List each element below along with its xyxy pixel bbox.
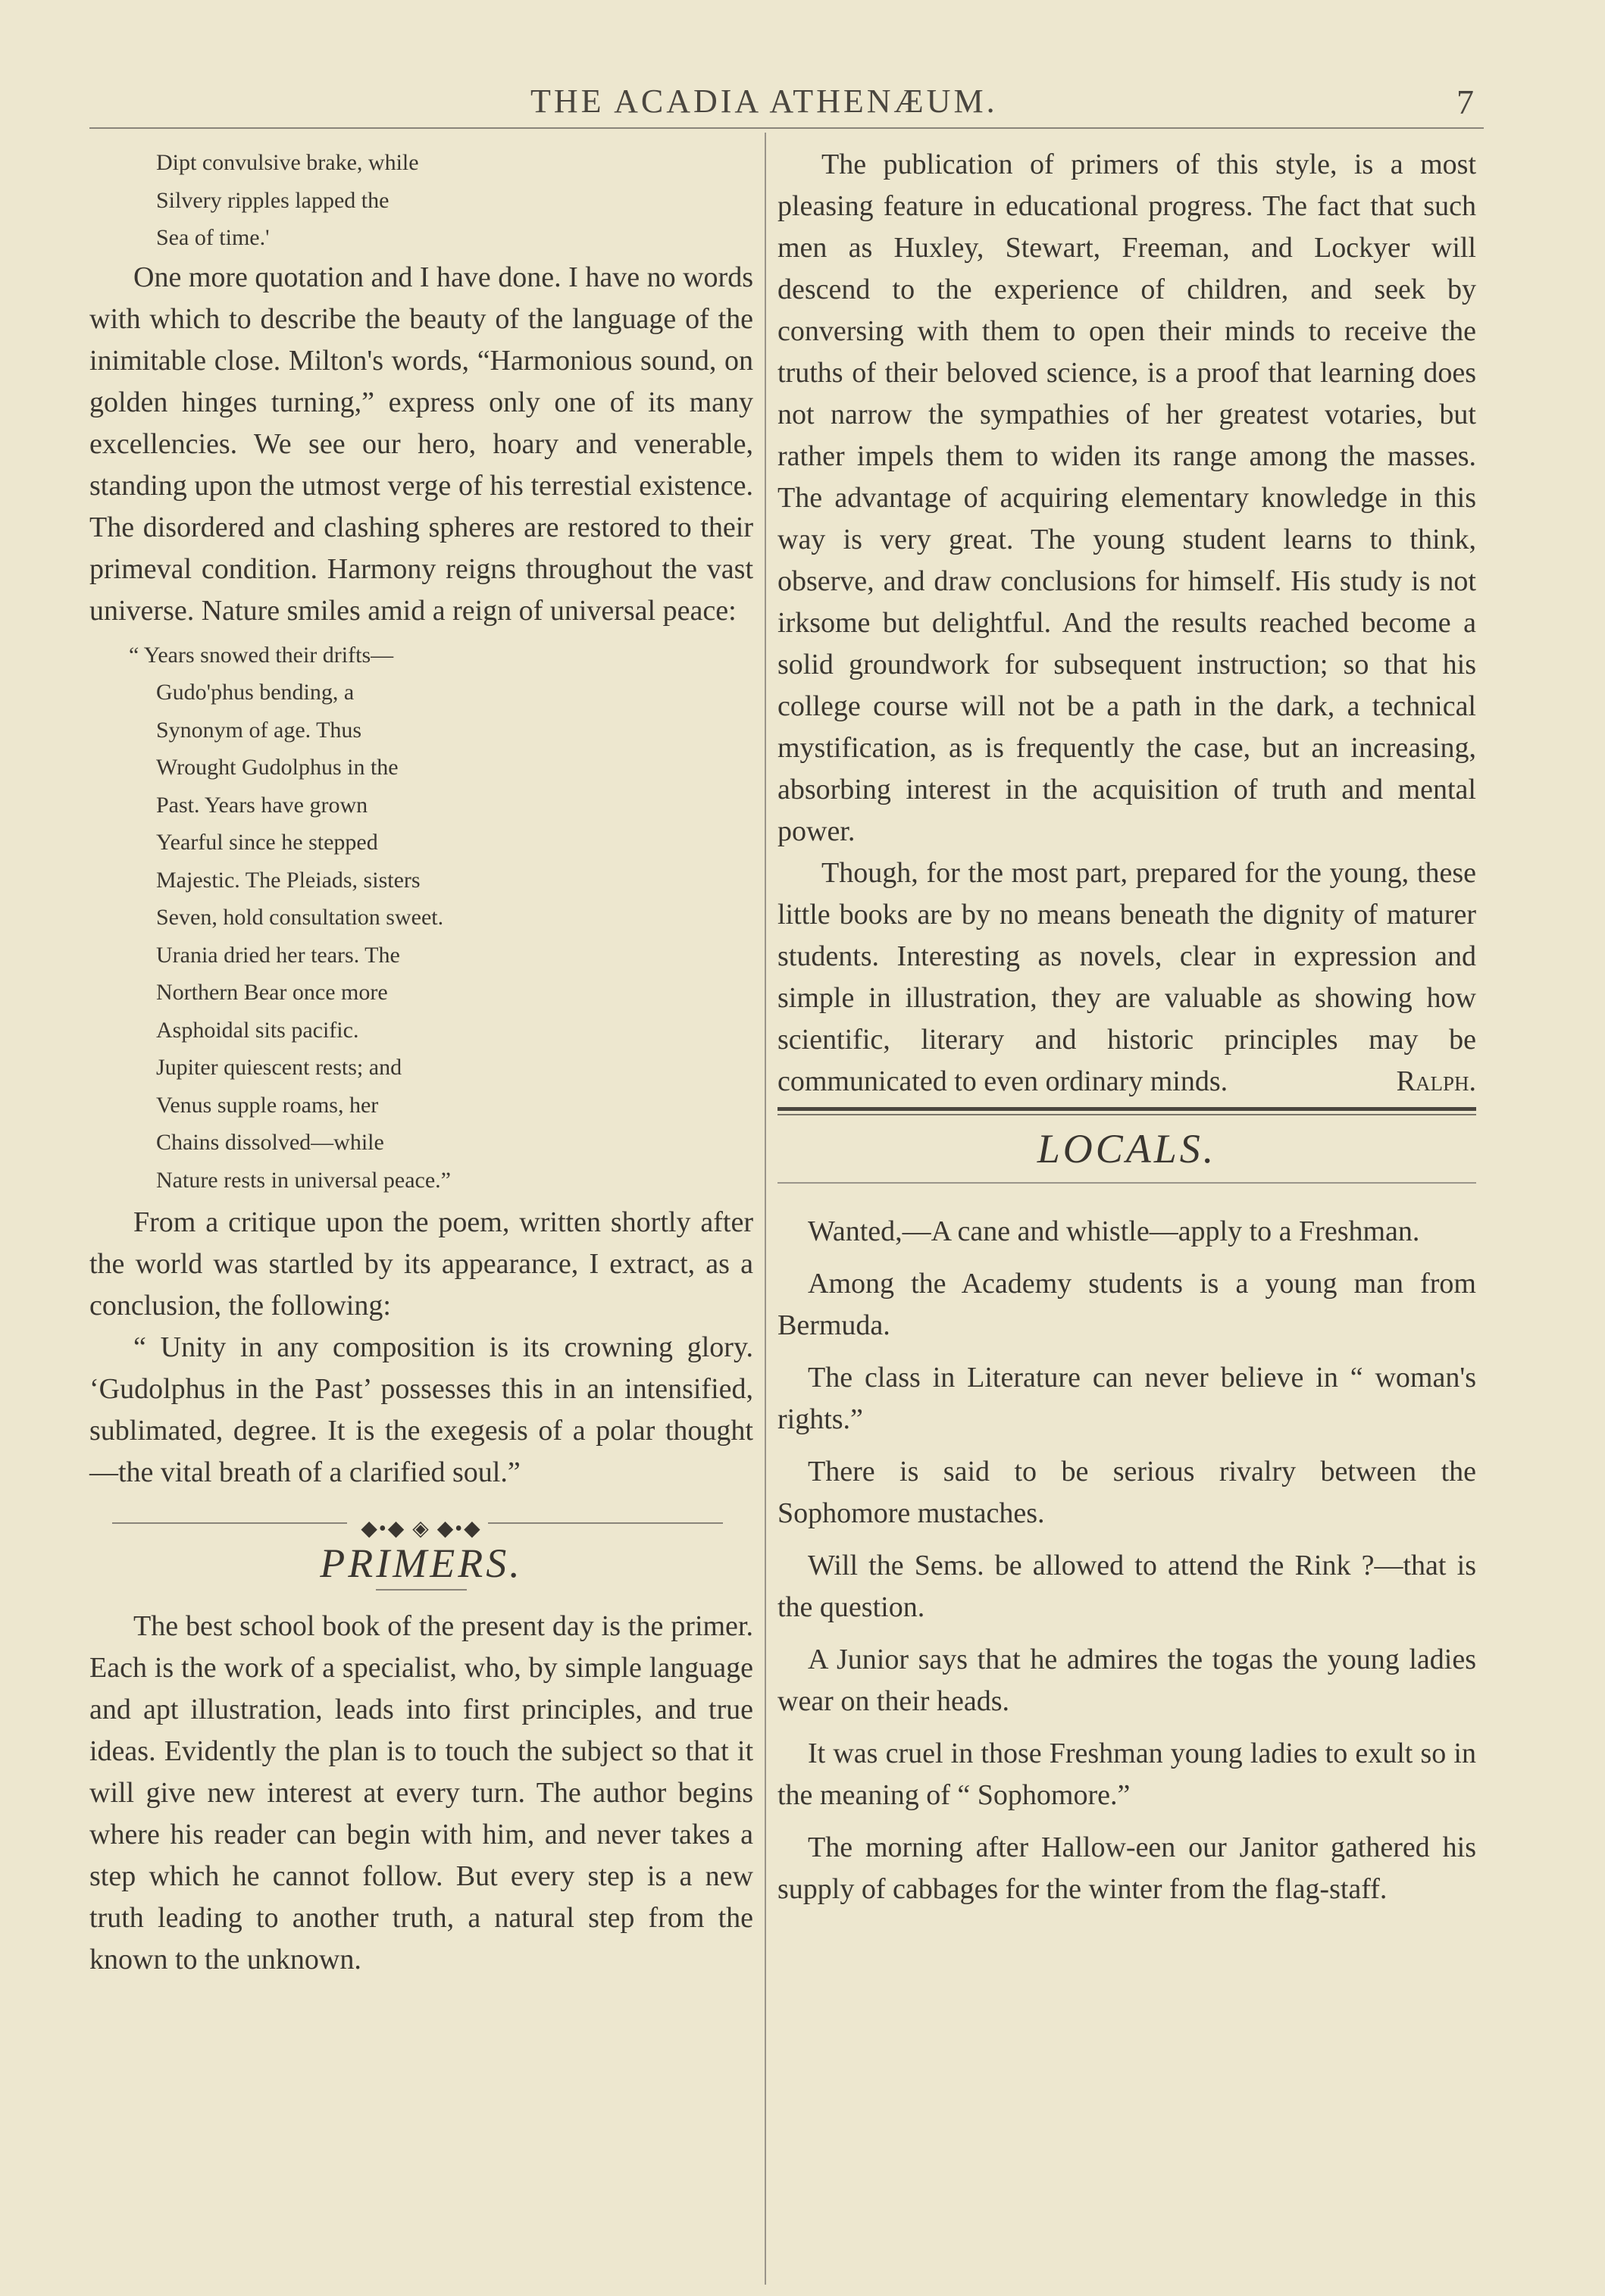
verse-top xyxy=(89,144,753,257)
paragraph: From a critique upon the poem, written shortly after the world was startled by its appearance, I extract, as a conclusion, the following: xyxy=(89,1206,753,1322)
verse-line: Majestic. The Pleiads, sisters xyxy=(156,867,421,893)
page-number: 7 xyxy=(1456,83,1474,121)
column-divider xyxy=(765,133,766,2285)
verse-line: Dipt convulsive brake, while xyxy=(156,150,419,175)
paragraph-text: Though, for the most part, prepared for the young, these little books are by no means beneath the dignity of maturer students. Interesting as novels, clear in expression and simple in illustration, they are valuable as showing how scientific, literary and historic principles may be communicated to even ordinary minds. xyxy=(777,857,1476,1097)
local-item: Will the Sems. be allowed to attend the Rink ?—that is the question. xyxy=(777,1550,1476,1623)
publication-title: THE ACADIA ATHENÆUM. xyxy=(530,83,998,120)
local-item: The class in Literature can never believe in “ woman's rights.” xyxy=(777,1362,1476,1435)
local-item: Among the Academy students is a young man from Bermuda. xyxy=(777,1268,1476,1341)
heading-rule xyxy=(777,1182,1476,1184)
paragraph: One more quotation and I have done. I have no words with which to describe the beauty of the language of the inimitable close. Milton's words, “Harmonious sound, on golden hinges turning,” express only one of its many excellencies. We see our hero, hoary and venerable, standing upon the utmost verge of his terrestial existence. The disordered and clashing spheres are restored to their primeval condition. Harmony reigns throughout the vast universe. Nature smiles amid a reign of universal peace: xyxy=(89,261,753,627)
running-head xyxy=(0,82,1605,127)
verse-line: Seven, hold consultation sweet. xyxy=(156,905,444,930)
section-rule-thin xyxy=(777,1114,1476,1115)
verse-line: Yearful since he stepped xyxy=(156,830,378,855)
paragraph: “ Unity in any composition is its crowning glory. ‘Gudolphus in the Past’ possesses this in an intensified, sublimated, degree. It is the exegesis of a polar thought—the vital breath of a clarified soul.” xyxy=(89,1331,753,1488)
verse-line: Silvery ripples lapped the xyxy=(156,187,390,213)
local-item: Wanted,—A cane and whistle—apply to a Freshman. xyxy=(808,1215,1420,1247)
header-rule xyxy=(89,127,1484,129)
author-signature: Ralph. xyxy=(1396,1065,1476,1097)
left-column xyxy=(89,144,753,1981)
section-heading-primers: PRIMERS. xyxy=(320,1541,523,1586)
local-item: The morning after Hallow-een our Janitor gathered his supply of cabbages for the winter from the flag-staff. xyxy=(777,1831,1476,1905)
verse-line: Chains dissolved—while xyxy=(156,1130,384,1155)
paragraph: The publication of primers of this style, is a most pleasing feature in educational progress. The fact that such men as Huxley, Stewart, Freeman, and Lockyer will descend to the experience of children, and seek by conversing with them to open their minds to receive the truths of their beloved science, is a proof that learning does not narrow the sympathies of her greatest votaries, but rather impels them to widen its range among the masses. The advantage of acquiring elementary knowledge in this way is very great. The young student learns to think, observe, and draw conclusions for himself. His study is not irksome but delightful. And the results reached become a solid groundwork for subsequent instruction; so that his college course will not be a path in the dark, a technical mystification, as is frequently the case, but an increasing, absorbing interest in the acquisition of truth and mental power. xyxy=(777,149,1476,847)
verse-line: Urania dried her tears. The xyxy=(156,942,400,968)
right-column xyxy=(777,144,1476,1921)
verse-line: Northern Bear once more xyxy=(156,980,388,1005)
paragraph xyxy=(777,852,1476,1103)
local-item: A Junior says that he admires the togas the young ladies wear on their heads. xyxy=(777,1644,1476,1717)
verse-gudolphus xyxy=(89,637,753,1200)
verse-line: Jupiter quiescent rests; and xyxy=(156,1055,402,1080)
verse-line: Nature rests in universal peace.” xyxy=(156,1167,451,1193)
paragraph: The best school book of the present day is the primer. Each is the work of a specialist, who, by simple language and apt illustration, leads into first principles, and true ideas. Evidently the plan is to touch the subject so that it will give new interest at every turn. The author begins where his reader can begin with him, and never takes a step which he cannot follow. But every step is a new truth leading to another truth, a natural step from the known to the unknown. xyxy=(89,1610,753,1975)
verse-line: Past. Years have grown xyxy=(156,792,368,818)
verse-line: Wrought Gudolphus in the xyxy=(156,755,399,780)
verse-line: Venus supple roams, her xyxy=(156,1092,379,1118)
ornament-rule xyxy=(112,1522,347,1524)
local-item: It was cruel in those Freshman young ladies to exult so in the meaning of “ Sophomore.” xyxy=(777,1738,1476,1811)
ornament-rule xyxy=(488,1522,723,1524)
verse-line: Asphoidal sits pacific. xyxy=(156,1017,359,1043)
verse-line: Gudo'phus bending, a xyxy=(156,680,355,705)
local-item: There is said to be serious rivalry between the Sophomore mustaches. xyxy=(777,1456,1476,1529)
verse-line: “ Years snowed their drifts— xyxy=(129,642,394,668)
section-heading-locals: LOCALS. xyxy=(1037,1126,1217,1171)
heading-rule xyxy=(376,1589,467,1591)
section-rule-heavy xyxy=(777,1107,1476,1111)
ornament-icon: ◆•◆ ◈ ◆•◆ xyxy=(361,1517,482,1541)
verse-line: Synonym of age. Thus xyxy=(156,717,362,743)
verse-line: Sea of time.' xyxy=(156,225,270,250)
section-ornament xyxy=(89,1506,753,1541)
